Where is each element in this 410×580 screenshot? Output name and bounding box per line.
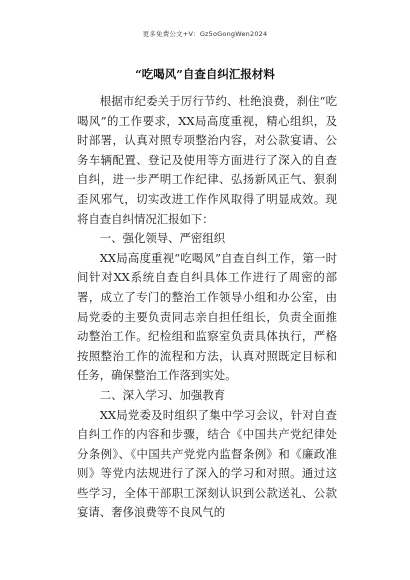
header-note: 更多免费公文+V：Gz5oGongWen2024: [142, 30, 268, 38]
section-2-paragraph: XX局党委及时组织了集中学习会议，针对自查自纠工作的内容和步骤，结合《中国共产党纪律处分条例》、《中国共产党党内监督条例》和《廉政准则》等党内法规进行了深入的学习和对照。通过这些学习，全体干部职工深刻认识到公款送礼、公款宴请、奢侈浪费等不良风气的: [77, 407, 337, 520]
document-body: [77, 92, 337, 523]
section-heading-1: 一、强化领导、严密组织: [99, 231, 226, 246]
intro-paragraph: 根据市纪委关于厉行节约、杜绝浪费，刹住“吃喝风”的工作要求，XX局高度重视，精心组织，及时部署，认真对照专项整治内容，对公款宴请、公务车辆配置、登记及使用等方面进行了深入的自查自纠，进一步严明工作纪律、弘扬新风正气、狠刹歪风邪气，切实改进工作作风取得了明显成效。现将自查自纠情况汇报如下：: [77, 94, 337, 226]
section-heading-2: 二、深入学习、加强教育: [99, 387, 226, 402]
document-title: “吃喝风”自查自纠汇报材料: [135, 67, 275, 81]
section-1-paragraph: XX局高度重视“吃喝风”自查自纠工作，第一时间针对XX系统自查自纠具体工作进行了周密的部署，成立了专门的整治工作领导小组和办公室，由局党委的主要负责同志亲自担任组长，负责全面推动整治工作。纪检组和监察室负责具体执行，严格按照整治工作的流程和方法，认真对照既定目标和任务，确保整治工作落到实处。: [77, 250, 337, 383]
